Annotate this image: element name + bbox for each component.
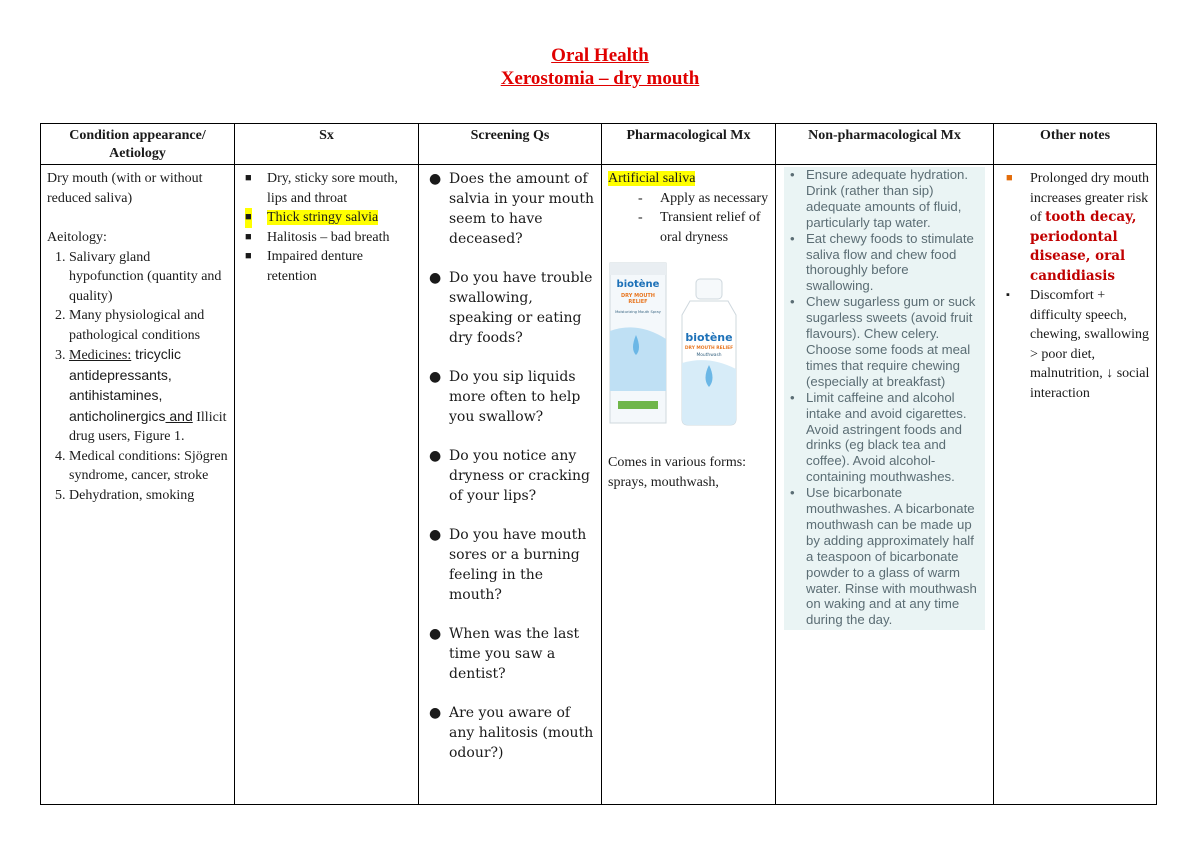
round-bullet-icon: ● [429, 705, 442, 721]
question-text: When was the last time you saw a dentist? [449, 626, 580, 682]
list-item [425, 703, 595, 763]
bottle-line1: DRY MOUTH RELIEF [684, 346, 734, 351]
screening-list [425, 169, 595, 763]
cell-symptoms [235, 165, 419, 805]
round-bullet-icon: ● [429, 171, 442, 187]
list-item [790, 231, 979, 295]
symptom-text: Dry, sticky sore mouth, lips and throat [267, 171, 398, 206]
mouthwash-bottle-image [676, 277, 742, 427]
artificial-saliva-heading: Artificial saliva [608, 171, 696, 186]
document-subtitle: Xerostomia – dry mouth [500, 68, 700, 89]
box-line3: Moisturizing Mouth Spray [615, 310, 661, 314]
question-text: Are you aware of any halitosis (mouth odour?) [449, 705, 594, 761]
list-item [425, 169, 595, 249]
square-bullet-icon: ■ [1006, 172, 1013, 184]
note-text: Discomfort + difficulty speech, chewing, swallowing > poor diet, malnutrition, ↓ social interaction [1030, 288, 1150, 401]
cell-screening [419, 165, 602, 805]
symptom-text: Thick stringy salvia [267, 210, 379, 225]
table-header-row [41, 124, 1157, 165]
list-item [69, 345, 228, 447]
nonpharm-text: Use bicarbonate mouthwashes. A bicarbonate mouthwash can be made up by adding approximately half a teaspoon of bicarbonate powder to a glass of warm water. Rinse with mouthwash on waking and at any time during the day. [806, 485, 977, 628]
non-pharmacological-list [790, 167, 979, 628]
list-item [425, 446, 595, 506]
header-pharmacological: Pharmacological Mx [602, 124, 776, 165]
document-titles [0, 44, 1200, 90]
pharm-item-text: Apply as necessary [660, 190, 769, 206]
product-forms-text: Comes in various forms: sprays, mouthwash, [608, 455, 747, 490]
list-item: 1. Salivary gland hypofunction (quantity and quality) [69, 248, 228, 307]
cell-non-pharmacological [776, 165, 994, 805]
nonpharm-text: Eat chewy foods to stimulate saliva flow and chew food thoroughly before swallowing. [806, 230, 974, 294]
list-item: 4. Medical conditions: Sjögren syndrome, cancer, stroke [69, 447, 228, 486]
round-bullet-icon: ● [429, 448, 442, 464]
note-text: Prolonged dry mouth increases greater risk of [1030, 171, 1149, 225]
square-bullet-icon: ■ [245, 250, 252, 262]
box-line2: RELIEF [628, 299, 648, 305]
dash-bullet-icon: - [638, 210, 643, 225]
square-bullet-icon: ■ [245, 208, 252, 228]
header-aetiology: Condition appearance/ Aetiology [41, 124, 235, 165]
list-item [608, 189, 769, 209]
aetiology-heading: Aeitology: [47, 230, 107, 245]
list-item [790, 390, 979, 485]
table-body-row [41, 165, 1157, 805]
cell-pharmacological [602, 165, 776, 805]
round-bullet-icon: • [790, 294, 795, 310]
aetiology-intro: Dry mouth (with or without reduced saliva) [47, 171, 203, 206]
xerostomia-table [40, 123, 1157, 805]
product-images [608, 261, 769, 427]
other-notes-list [1000, 169, 1150, 403]
document-title: Oral Health [551, 45, 649, 66]
question-text: Do you have mouth sores or a burning feeling in the mouth? [449, 527, 587, 603]
list-item [790, 294, 979, 389]
round-bullet-icon: ● [429, 369, 442, 385]
round-bullet-icon: • [790, 389, 795, 405]
list-item [1000, 169, 1150, 286]
round-bullet-icon: ● [429, 626, 442, 642]
list-item [241, 208, 412, 228]
round-bullet-icon: • [790, 485, 795, 501]
square-bullet-icon: ■ [245, 172, 252, 184]
header-other-notes: Other notes [994, 124, 1157, 165]
list-item: 5. Dehydration, smoking [69, 486, 228, 506]
cell-aetiology [41, 165, 235, 805]
dash-bullet-icon: - [638, 190, 643, 206]
symptom-text: Impaired denture retention [267, 249, 364, 284]
risk-text: tooth decay, periodontal disease, oral candidiasis [1030, 209, 1137, 284]
symptom-text: Halitosis – bad breath [267, 229, 390, 245]
round-bullet-icon: • [790, 230, 795, 246]
list-item [790, 485, 979, 628]
pharm-item-text: Transient relief of oral dryness [660, 210, 761, 245]
round-bullet-icon: • [790, 167, 795, 182]
box-brand: biotène [616, 279, 660, 290]
square-bullet-icon: ▪ [1006, 289, 1010, 301]
bottle-brand: biotène [685, 331, 733, 344]
nonpharm-text: Ensure adequate hydration. Drink (rather than sip) adequate amounts of fluid, particularly tap water. [806, 167, 969, 230]
list-item [241, 247, 412, 286]
non-pharmacological-box [784, 167, 985, 630]
symptoms-list [241, 169, 412, 286]
question-text: Do you sip liquids more often to help you swallow? [449, 369, 581, 425]
square-bullet-icon: ■ [245, 230, 252, 243]
list-item [241, 169, 412, 208]
list-item [425, 268, 595, 348]
list-item [425, 367, 595, 427]
header-screening: Screening Qs [419, 124, 602, 165]
medicines-list: tricyclic antidepressants, antihistamines, anticholinergics [69, 346, 181, 424]
header-sx: Sx [235, 124, 419, 165]
list-item [790, 167, 979, 231]
question-text: Does the amount of salvia in your mouth seem to have deceased? [449, 171, 594, 247]
list-item [1000, 286, 1150, 403]
medicines-and: and [165, 407, 193, 424]
aetiology-list [47, 248, 228, 506]
nonpharm-text: Chew sugarless gum or suck sugarless sweets (avoid fruit flavours). Chew celery. Choose some foods at meal times that require chewing (especially at breakfast) [806, 294, 976, 389]
list-item: 2. Many physiological and pathological conditions [69, 306, 228, 345]
box-line1: DRY MOUTH [621, 293, 655, 299]
round-bullet-icon: ● [429, 270, 442, 286]
medicines-rest: Illicit drug users, Figure 1. [69, 409, 227, 444]
list-item [608, 208, 769, 247]
spray-box-image [608, 261, 668, 427]
list-item [425, 525, 595, 605]
medicines-label: Medicines: [69, 348, 132, 363]
list-item [425, 624, 595, 684]
question-text: Do you notice any dryness or cracking of your lips? [449, 448, 590, 504]
question-text: Do you have trouble swallowing, speaking or eating dry foods? [449, 270, 593, 346]
round-bullet-icon: ● [429, 527, 442, 543]
list-item [241, 228, 412, 248]
bottle-line2: Mouthwash [696, 353, 722, 358]
nonpharm-text: Limit caffeine and alcohol intake and avoid cigarettes. Avoid astringent foods and drinks (eg black tea and coffee). Avoid alcohol-containing mouthwashes. [806, 389, 967, 485]
header-non-pharmacological: Non-pharmacological Mx [776, 124, 994, 165]
cell-other-notes [994, 165, 1157, 805]
pharmacological-list [608, 189, 769, 248]
